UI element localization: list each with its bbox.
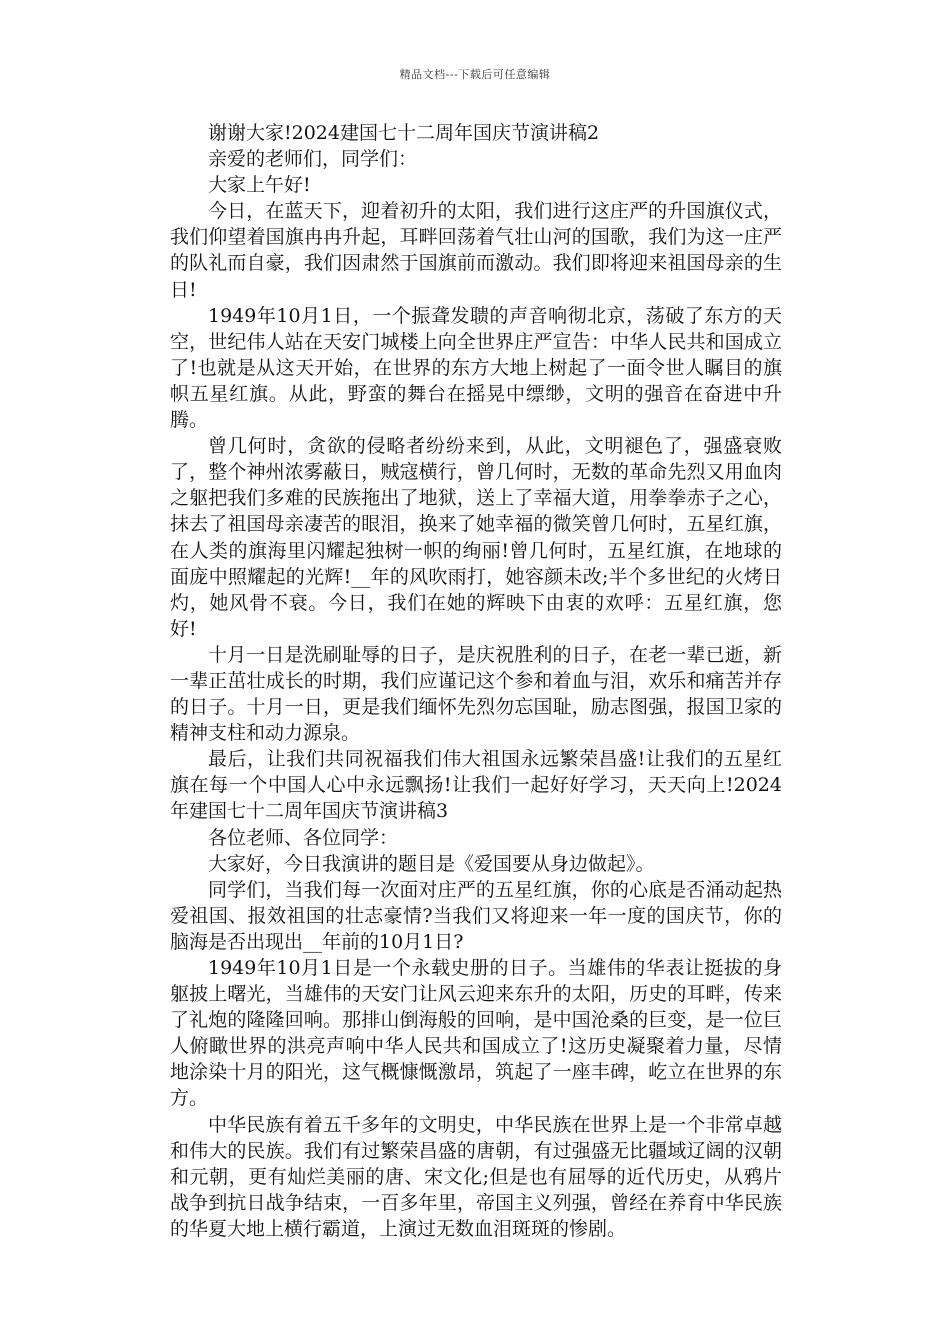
paragraph: 今日，在蓝天下，迎着初升的太阳，我们进行这庄严的升国旗仪式，我们仰望着国旗冉冉升起，耳畔回荡着气壮山河的国歌，我们为这一庄严的队礼而自豪，我们因肃然于国旗前而激动。我们即将迎来祖国母亲的生日! [170, 200, 782, 301]
paragraph-salutation: 亲爱的老师们，同学们： [208, 148, 418, 171]
paragraph: 曾几何时，贪欲的侵略者纷纷来到，从此，文明褪色了，强盛衰败了，整个神州浓雾蔽日，贼寇横行，曾几何时，无数的革命先烈又用血肉之躯把我们多难的民族拖出了地狱，送上了幸福大道，用拳拳赤子之心，抹去了祖国母亲凄苦的眼泪，换来了她幸福的微笑曾几何时，五星红旗，在人类的旗海里闪耀起独树一帜的绚丽!曾几何时，五星红旗，在地球的面庞中照耀起的光辉!__年的风吹雨打，她容颜未改;半个多世纪的火烤日灼，她风骨不衰。今日，我们在她的辉映下由衷的欢呼：五星红旗，您好! [170, 435, 782, 640]
document-body [170, 120, 782, 1242]
paragraph-closing-thanks: 谢谢大家!2024建国七十二周年国庆节演讲稿2 [208, 122, 600, 144]
paragraph: 中华民族有着五千多年的文明史，中华民族在世界上是一个非常卓越和伟大的民族。我们有过繁荣昌盛的唐朝，有过强盛无比疆域辽阔的汉朝和元朝，更有灿烂美丽的唐、宋文化;但是也有屈辱的近代历史，从鸦片战争到抗日战争结束，一百多年里，帝国主义列强，曾经在养育中华民族的华夏大地上横行霸道，上演过无数血泪斑斑的惨剧。 [170, 1113, 782, 1240]
paragraph-salutation: 各位老师、各位同学： [208, 826, 399, 849]
paragraph: 1949年10月1日是一个永载史册的日子。当雄伟的华表让挺拔的身躯披上曙光，当雄伟的天安门让风云迎来东升的太阳，历史的耳畔，传来了礼炮的隆隆回响。那排山倒海般的回响，是中国沧桑的巨变，是一位巨人俯瞰世界的洪亮声响中华人民共和国成立了!这历史凝聚着力量，尽情地涂染十月的阳光，这气概慷慨激昂，筑起了一座丰碑，屹立在世界的东方。 [170, 957, 782, 1110]
paragraph: 最后，让我们共同祝福我们伟大祖国永远繁荣昌盛!让我们的五星红旗在每一个中国人心中永远飘扬!让我们一起好好学习，天天向上!2024年建国七十二周年国庆节演讲稿3 [170, 748, 782, 823]
paragraph: 同学们，当我们每一次面对庄严的五星红旗，你的心底是否涌动起热爱祖国、报效祖国的壮志豪情?当我们又将迎来一年一度的国庆节，你的脑海是否出现出__年前的10月1日? [170, 878, 782, 953]
paragraph-greeting: 大家上午好! [208, 174, 311, 197]
paragraph-greeting: 大家好，今日我演讲的题目是《爱国要从身边做起》。 [208, 852, 655, 875]
paragraph: 十月一日是洗刷耻辱的日子，是庆祝胜利的日子，在老一辈已逝，新一辈正茁壮成长的时期，我们应谨记这个参和着血与泪，欢乐和痛苦并存的日子。十月一日，更是我们缅怀先烈勿忘国耻，励志图强，报国卫家的精神支柱和动力源泉。 [170, 643, 782, 745]
page-header: 精品文档---下载后可任意编辑 [399, 68, 551, 81]
paragraph: 1949年10月1日，一个振聋发聩的声音响彻北京，荡破了东方的天空，世纪伟人站在天安门城楼上向全世界庄严宣告：中华人民共和国成立了!也就是从这天开始，在世界的东方大地上树起了一面令世人瞩目的旗帜五星红旗。从此，野蛮的舞台在摇晃中缥缈，文明的强音在奋进中升腾。 [170, 304, 782, 432]
